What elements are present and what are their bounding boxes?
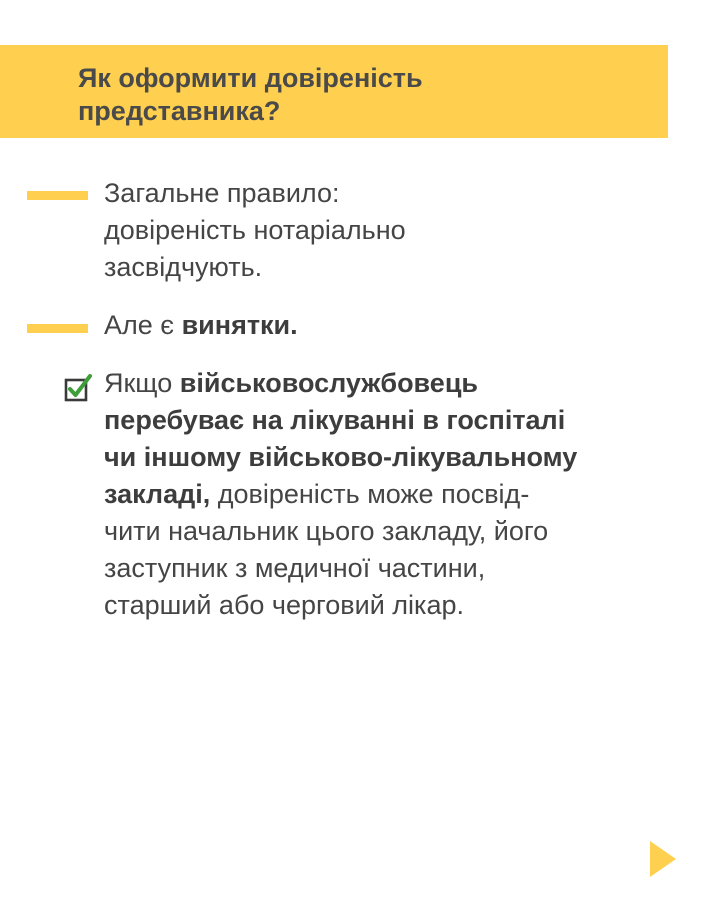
exception-line-5: чити начальник цього закладу, його xyxy=(104,516,549,546)
exception-line-1-bold: військовослужбовець xyxy=(179,368,479,398)
checkbox-check-icon xyxy=(63,373,93,403)
exception-line-4-bold: закладі, xyxy=(104,479,211,509)
exception-line-3-bold: чи іншому військово-лікувальному xyxy=(104,442,578,472)
exception-note-prefix: Але є xyxy=(104,310,182,340)
page-title-line-2: представника? xyxy=(78,96,281,126)
general-rule-text xyxy=(104,175,684,286)
general-rule-line-1: Загальне правило: xyxy=(104,178,340,208)
general-rule-line-2: довіреність нотаріально xyxy=(104,215,406,245)
page-title-line-1: Як оформити довіреність xyxy=(78,63,423,93)
exception-line-1-plain: Якщо xyxy=(104,368,180,398)
exception-line-4-plain: довіреність може посвід- xyxy=(210,479,530,509)
page-title xyxy=(78,62,638,128)
exception-note-text xyxy=(104,307,684,344)
exception-line-6: заступник з медичної частини, xyxy=(104,553,486,583)
exception-note-emphasis: винятки. xyxy=(181,310,298,340)
exception-line-7: старший або черговий лікар. xyxy=(104,590,464,620)
next-slide-triangle-icon[interactable] xyxy=(650,841,676,877)
bullet-dash-icon xyxy=(27,324,88,333)
general-rule-line-3: засвідчують. xyxy=(104,252,263,282)
exception-line-2-bold: перебуває на лікуванні в госпіталі xyxy=(104,405,566,435)
bullet-dash-icon xyxy=(27,191,88,200)
exception-item-text xyxy=(104,365,684,624)
